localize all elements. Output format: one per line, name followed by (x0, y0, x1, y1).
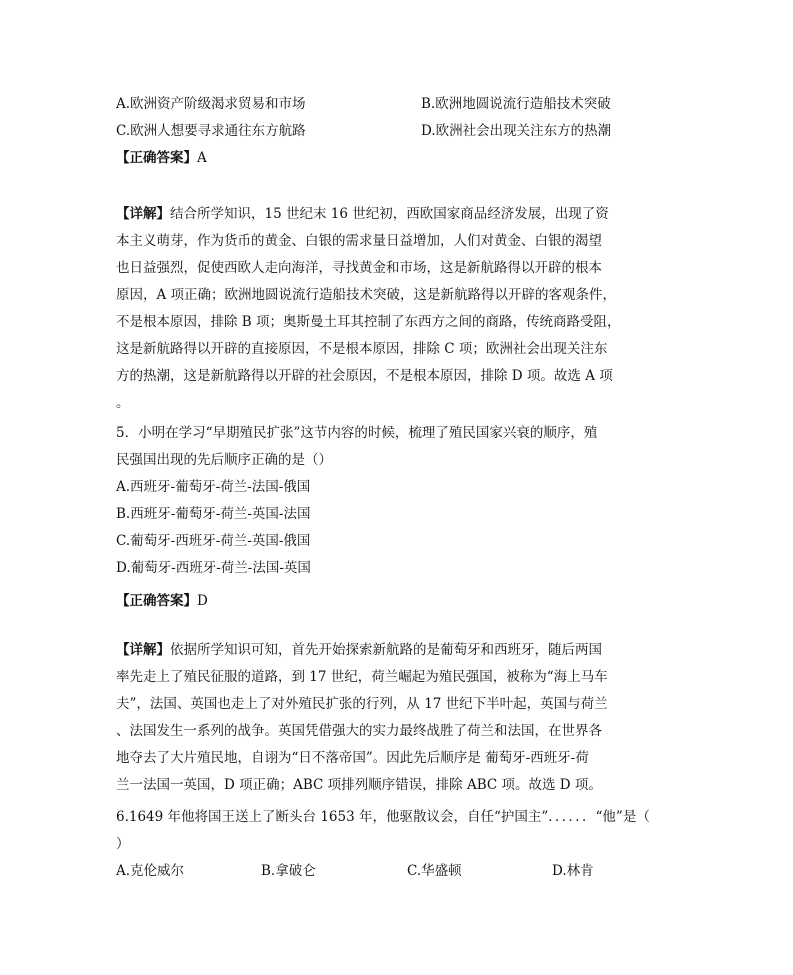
q5-detail-line-3: 夫”，法国、英国也走上了对外殖民扩张的行列，从 17 世纪下半叶起，英国与荷兰 (116, 696, 608, 712)
q5-answer-value: D (197, 593, 208, 609)
q4-detail-line-1 (116, 205, 609, 223)
q6-option-d: D.林肯 (552, 863, 594, 879)
q6-stem-line-1: 6.1649 年他将国王送上了断头台 1653 年，他驱散议会，自任“护国主”．．．．．．“他”是（ (116, 809, 650, 825)
q4-answer (116, 149, 207, 167)
q5-stem-line-1: 5．小明在学习“早期殖民扩张”这节内容的时候，梳理了殖民国家兴衰的顺序，殖 (116, 425, 598, 441)
q5-option-d: D.葡萄牙-西班牙-荷兰-法国-英国 (116, 560, 311, 576)
q4-detail-line-3: 也日益强烈，促使西欧人走向海洋，寻找黄金和市场，这是新航路得以开辟的根本 (116, 260, 602, 276)
q6-option-b: B.拿破仑 (261, 863, 316, 879)
q5-detail-line-1 (116, 641, 602, 659)
q5-answer (116, 592, 208, 610)
q5-detail-line-6: 兰一法国一英国，D 项正确；ABC 项排列顺序错误，排除 ABC 项。故选 D 项。 (116, 777, 602, 793)
q5-option-a: A.西班牙-葡萄牙-荷兰-法国-俄国 (116, 479, 311, 495)
q5-option-c: C.葡萄牙-西班牙-荷兰-英国-俄国 (116, 533, 311, 549)
q4-detail-line-5: 不是根本原因，排除 B 项；奥斯曼土耳其控制了东西方之间的商路，传统商路受阻， (116, 314, 621, 330)
q4-detail-label: 【详解】 (116, 206, 170, 222)
q6-option-c: C.华盛顿 (407, 863, 462, 879)
q4-option-b: B.欧洲地圆说流行造船技术突破 (421, 96, 611, 112)
q6-stem-line-2: ） (116, 836, 130, 852)
q5-detail-line-2: 率先走上了殖民征服的道路，到 17 世纪，荷兰崛起为殖民强国，被称为“海上马车 (116, 669, 608, 685)
q4-option-a: A.欧洲资产阶级渴求贸易和市场 (116, 96, 306, 112)
q5-detail-label: 【详解】 (116, 642, 170, 658)
q4-detail-line-7: 方的热潮，这是新航路得以开辟的社会原因，不是根本原因，排除 D 项。故选 A 项 (116, 368, 613, 384)
q4-detail-text-1: 结合所学知识，15 世纪末 16 世纪初，西欧国家商品经济发展，出现了资 (170, 206, 609, 222)
q5-detail-text-1: 依据所学知识可知，首先开始探索新航路的是葡萄牙和西班牙，随后两国 (170, 642, 602, 658)
q5-detail-line-5: 地夺去了大片殖民地，自诩为“日不落帝国”。因此先后顺序是 葡萄牙-西班牙-荷 (116, 750, 589, 766)
q4-detail-line-8: 。 (116, 395, 130, 411)
q4-option-c: C.欧洲人想要寻求通往东方航路 (116, 123, 306, 139)
q4-answer-value: A (197, 150, 207, 166)
q4-option-d: D.欧洲社会出现关注东方的热潮 (421, 123, 612, 139)
q5-stem-line-2: 民强国出现的先后顺序正确的是（） (116, 452, 332, 468)
q6-option-a: A.克伦威尔 (116, 863, 185, 879)
q4-detail-line-4: 原因，A 项正确；欧洲地圆说流行造船技术突破，这是新航路得以开辟的客观条件， (116, 287, 617, 303)
q5-option-b: B.西班牙-葡萄牙-荷兰-英国-法国 (116, 506, 311, 522)
q4-detail-line-2: 本主义萌芽，作为货币的黄金、白银的需求量日益增加，人们对黄金、白银的渴望 (116, 233, 602, 249)
q4-answer-label: 【正确答案】 (116, 150, 197, 166)
q5-detail-line-4: 、法国发生一系列的战争。英国凭借强大的实力最终战胜了荷兰和法国，在世界各 (116, 723, 602, 739)
q4-detail-line-6: 这是新航路得以开辟的直接原因，不是根本原因，排除 C 项；欧洲社会出现关注东 (116, 341, 608, 357)
q5-answer-label: 【正确答案】 (116, 593, 197, 609)
